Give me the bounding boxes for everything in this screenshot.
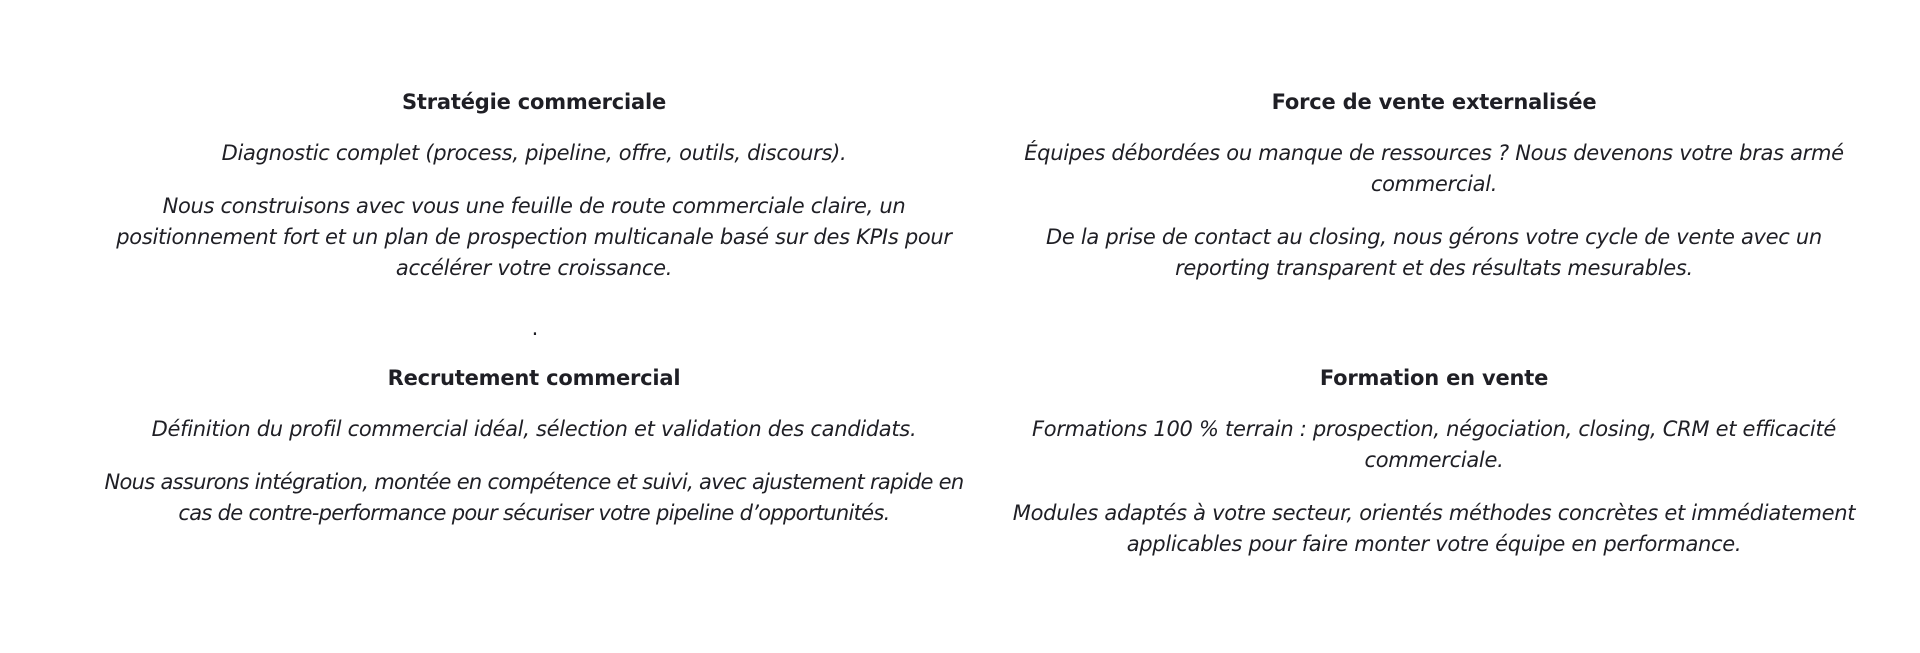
service-title: Recrutement commercial bbox=[387, 366, 681, 390]
service-description: Nous assurons intégration, montée en compétence et suivi, avec ajustement rapide en cas de contre-performance pour sécuriser votre pipeline d’opportunités. bbox=[104, 470, 964, 525]
service-force-de-vente bbox=[1000, 88, 1868, 306]
service-summary: Équipes débordées ou manque de ressources ? Nous devenons votre bras armé commercial. bbox=[1024, 141, 1844, 196]
service-description: Modules adaptés à votre secteur, orientés méthodes concrètes et immédiatement applicables pour faire monter votre équipe en performance. bbox=[1012, 501, 1856, 556]
service-summary: Formations 100 % terrain : prospection, négociation, closing, CRM et efficacité commerciale. bbox=[1032, 417, 1836, 472]
service-description: Nous construisons avec vous une feuille de route commerciale claire, un positionnement fort et un plan de prospection multicanale basé sur des KPIs pour accélérer votre croissance. bbox=[116, 194, 952, 280]
service-summary: Diagnostic complet (process, pipeline, offre, outils, discours). bbox=[221, 141, 847, 165]
service-description: De la prise de contact au closing, nous gérons votre cycle de vente avec un reporting transparent et des résultats mesurables. bbox=[1046, 225, 1822, 280]
service-title: Stratégie commerciale bbox=[401, 90, 667, 114]
service-formation-en-vente bbox=[1000, 364, 1868, 582]
service-title: Formation en vente bbox=[1319, 366, 1549, 390]
service-title: Force de vente externalisée bbox=[1271, 90, 1597, 114]
service-summary: Définition du profil commercial idéal, sélection et validation des candidats. bbox=[151, 417, 917, 441]
separator-dot: . bbox=[531, 316, 539, 340]
service-recrutement-commercial bbox=[100, 364, 968, 551]
service-strategie-commerciale bbox=[100, 88, 968, 306]
